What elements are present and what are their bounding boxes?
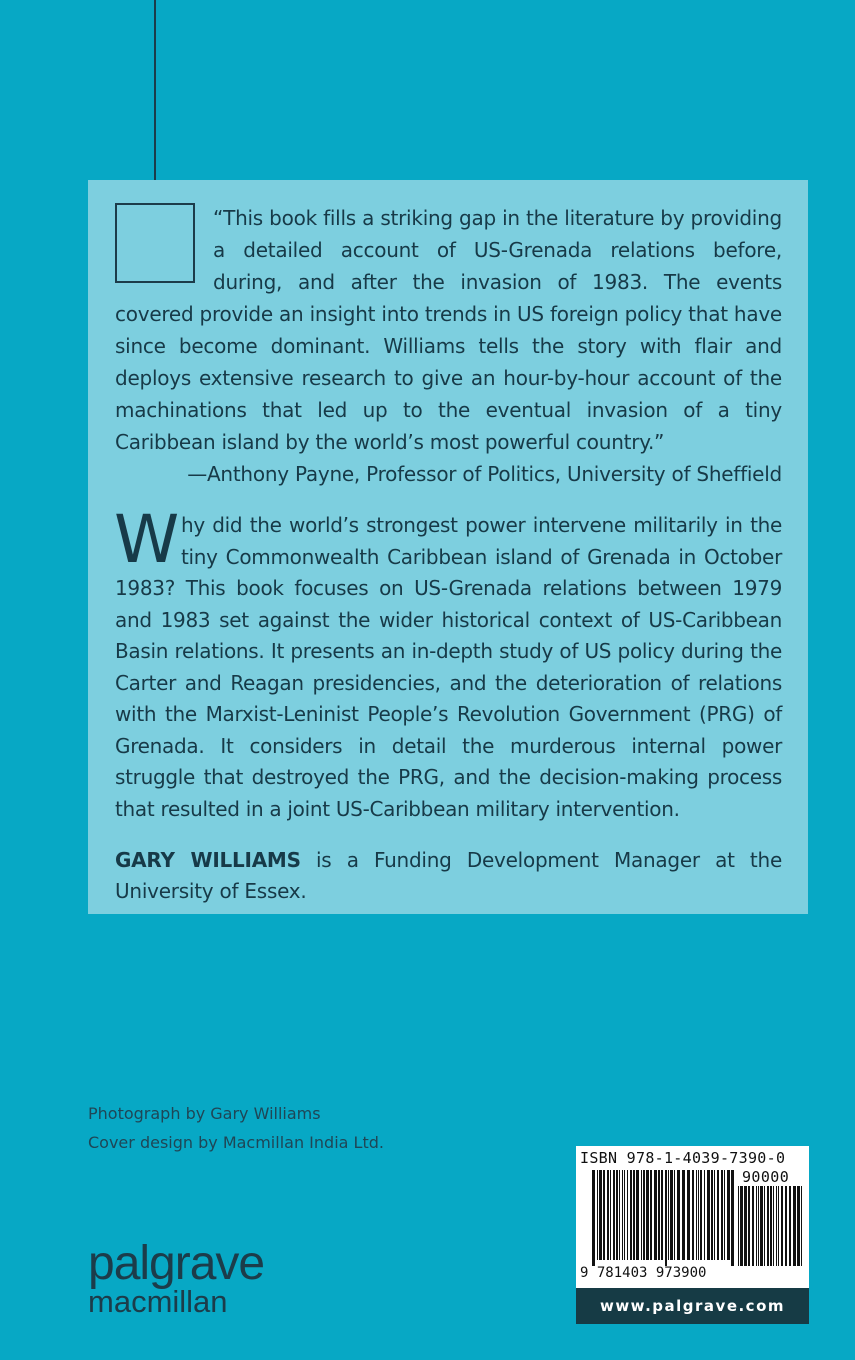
barcode-bar <box>622 1170 623 1260</box>
barcode-bar <box>624 1170 625 1260</box>
dropcap-letter: W <box>114 501 179 578</box>
barcode-bar <box>610 1170 611 1260</box>
barcode-bar <box>643 1170 645 1260</box>
barcode-bar <box>776 1186 777 1266</box>
barcode-bar <box>670 1170 673 1260</box>
logo-macmillan: macmillan <box>88 1284 228 1319</box>
barcode-bar <box>789 1186 791 1266</box>
barcode-bar <box>767 1186 769 1266</box>
barcode-bar <box>797 1186 800 1266</box>
quote-text: “This book fills a striking gap in the literature by providing a detailed account of US-Grenada relations before, during, and after the invasion of 1983. The events covered provide an insight into trends in US foreign policy that have since become dominant. Williams tells the story with flair and deploys extensive research to give an hour-by-hour account of the machinations that led up to the eventual invasion of a tiny Caribbean island by the world’s most powerful country.” <box>115 206 782 454</box>
barcode-bar <box>698 1170 699 1260</box>
barcode-bar <box>613 1170 615 1260</box>
barcode-bar <box>633 1170 635 1260</box>
barcode-bar <box>619 1170 620 1260</box>
barcode-bar <box>704 1170 705 1260</box>
isbn-barcode <box>576 1146 809 1288</box>
ean-digits: 9 781403 973900 <box>580 1265 707 1281</box>
barcode-bar <box>760 1186 763 1266</box>
barcode-bar <box>770 1186 772 1266</box>
cover-credits <box>88 1099 384 1157</box>
barcode-bar <box>654 1170 657 1260</box>
barcode-bar <box>682 1170 685 1260</box>
barcode-bar <box>752 1186 754 1266</box>
square-frame-icon <box>115 203 195 283</box>
book-description <box>114 501 782 825</box>
barcode-bar <box>677 1170 680 1260</box>
barcode-bar <box>616 1170 618 1260</box>
barcode-bar <box>627 1170 628 1260</box>
publisher-logo <box>88 1237 265 1320</box>
barcode-bar <box>764 1186 765 1266</box>
barcode-bar <box>801 1186 802 1266</box>
photo-credit: Photograph by Gary Williams <box>88 1104 321 1123</box>
barcode-bar <box>707 1170 710 1260</box>
back-cover-text-panel <box>88 180 808 914</box>
publisher-url: www.palgrave.com <box>576 1288 809 1324</box>
barcode-bar <box>603 1170 605 1260</box>
barcode-bar <box>748 1186 750 1266</box>
barcode-bar <box>714 1170 715 1260</box>
barcode-bar <box>674 1170 675 1260</box>
barcode-bar <box>700 1170 702 1260</box>
isbn-text: ISBN 978-1-4039-7390-0 <box>580 1149 786 1167</box>
barcode-bar <box>696 1170 697 1260</box>
design-credit: Cover design by Macmillan India Ltd. <box>88 1133 384 1152</box>
barcode-bar <box>658 1170 660 1260</box>
addon-barcode-bars <box>738 1186 804 1266</box>
barcode-bar <box>665 1170 667 1266</box>
barcode-bar <box>756 1186 757 1266</box>
barcode-bar <box>793 1186 796 1266</box>
barcode-bar <box>599 1170 602 1260</box>
barcode-bar <box>646 1170 649 1260</box>
barcode-bar <box>785 1186 787 1266</box>
barcode-bar <box>727 1170 730 1260</box>
barcode-bar <box>778 1186 779 1266</box>
barcode-bar <box>597 1170 598 1260</box>
barcode-bar <box>661 1170 663 1260</box>
author-name: GARY WILLIAMS <box>115 848 301 872</box>
barcode-bar <box>773 1186 774 1266</box>
description-text: hy did the world’s strongest power intervene militarily in the tiny Commonwealth Caribbean island of Grenada in October 1983? This book focuses on US-Grenada relations between 1979 and 1983 set against the wider historical context of US-Caribbean Basin relations. It presents an in-depth study of US policy during the Carter and Reagan presidencies, and the deterioration of relations with the Marxist-Leninist People’s Revolution Government (PRG) of Grenada. It considers in detail the murderous internal power struggle that destroyed the PRG, and the decision-making process that resulted in a joint US-Caribbean military intervention. <box>115 513 782 821</box>
ean-barcode-bars <box>592 1170 736 1266</box>
barcode-bar <box>731 1170 734 1266</box>
hanging-line <box>154 0 156 204</box>
barcode-bar <box>738 1186 739 1266</box>
barcode-bar <box>641 1170 642 1260</box>
author-bio <box>115 845 782 907</box>
quote-attribution: —Anthony Payne, Professor of Politics, University of Sheffield <box>187 462 782 486</box>
barcode-bar <box>717 1170 719 1260</box>
barcode-bar <box>758 1186 759 1266</box>
price-addon-digits: 90000 <box>742 1168 790 1186</box>
barcode-bar <box>692 1170 694 1260</box>
barcode-bar <box>740 1186 743 1266</box>
barcode-bar <box>721 1170 723 1260</box>
endorsement-quote <box>115 202 782 458</box>
barcode-bar <box>607 1170 609 1260</box>
logo-palgrave: palgrave <box>88 1237 265 1290</box>
barcode-bar <box>636 1170 639 1260</box>
barcode-bar <box>592 1170 595 1266</box>
barcode-bar <box>668 1170 669 1260</box>
author-bio-text: is a Funding Development Manager at the University of Essex. <box>115 848 782 903</box>
barcode-bar <box>781 1186 783 1266</box>
barcode-bar <box>687 1170 690 1260</box>
barcode-bar <box>744 1186 747 1266</box>
barcode-bar <box>711 1170 713 1260</box>
barcode-bar <box>724 1170 725 1260</box>
barcode-bar <box>650 1170 652 1260</box>
barcode-bar <box>630 1170 632 1260</box>
